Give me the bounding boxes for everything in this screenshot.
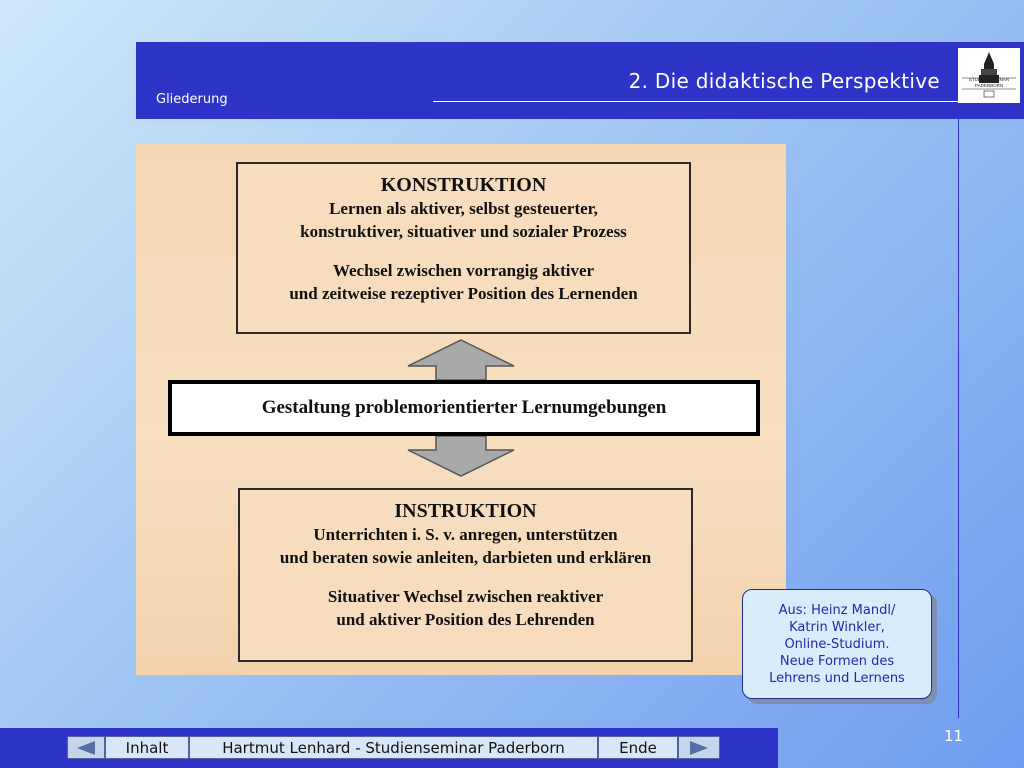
source-line: Lehrens und Lernens <box>769 670 905 686</box>
instruktion-line: Situativer Wechsel zwischen reaktiver <box>327 587 604 606</box>
svg-text:PADERBORN: PADERBORN <box>974 83 1004 88</box>
studienseminar-logo <box>958 48 1020 103</box>
vertical-rule <box>958 103 959 718</box>
instruktion-heading: INSTRUKTION <box>394 500 537 522</box>
source-citation <box>742 589 932 699</box>
konstruktion-box <box>236 162 691 334</box>
konstruktion-line: Wechsel zwischen vorrangig aktiver <box>332 261 595 280</box>
title-underline <box>433 101 958 102</box>
instruktion-line: Unterrichten i. S. v. anregen, unterstützen <box>313 525 618 544</box>
konstruktion-heading: KONSTRUKTION <box>380 174 547 196</box>
author-label: Hartmut Lenhard - Studienseminar Paderborn <box>189 736 598 759</box>
triangle-right-icon <box>688 740 710 756</box>
slide-subtitle: Gliederung <box>156 92 228 107</box>
source-line: Neue Formen des <box>779 653 895 669</box>
source-line: Online-Studium. <box>784 636 890 652</box>
triangle-left-icon <box>75 740 97 756</box>
ende-button[interactable]: Ende <box>598 736 678 759</box>
konstruktion-line: und zeitweise rezeptiver Position des Lernenden <box>289 284 638 303</box>
instruktion-box <box>238 488 693 662</box>
page-number: 11 <box>944 727 964 745</box>
konstruktion-line: Lernen als aktiver, selbst gesteuerter, <box>329 199 598 218</box>
scanned-diagram <box>136 144 786 675</box>
instruktion-line: und aktiver Position des Lehrenden <box>336 610 595 629</box>
inhalt-button[interactable]: Inhalt <box>105 736 189 759</box>
next-slide-button[interactable] <box>678 736 720 759</box>
slide-title: 2. Die didaktische Perspektive <box>628 69 940 93</box>
svg-text:STUDIENSEMINAR: STUDIENSEMINAR <box>968 77 1010 82</box>
source-line: Katrin Winkler, <box>789 619 885 635</box>
konstruktion-line: konstruktiver, situativer und sozialer Prozess <box>300 222 627 241</box>
lernumgebungen-band: Gestaltung problemorientierter Lernumgebungen <box>168 380 760 436</box>
prev-slide-button[interactable] <box>67 736 105 759</box>
source-line: Aus: Heinz Mandl/ <box>778 602 896 618</box>
instruktion-line: und beraten sowie anleiten, darbieten und erklären <box>279 548 652 567</box>
